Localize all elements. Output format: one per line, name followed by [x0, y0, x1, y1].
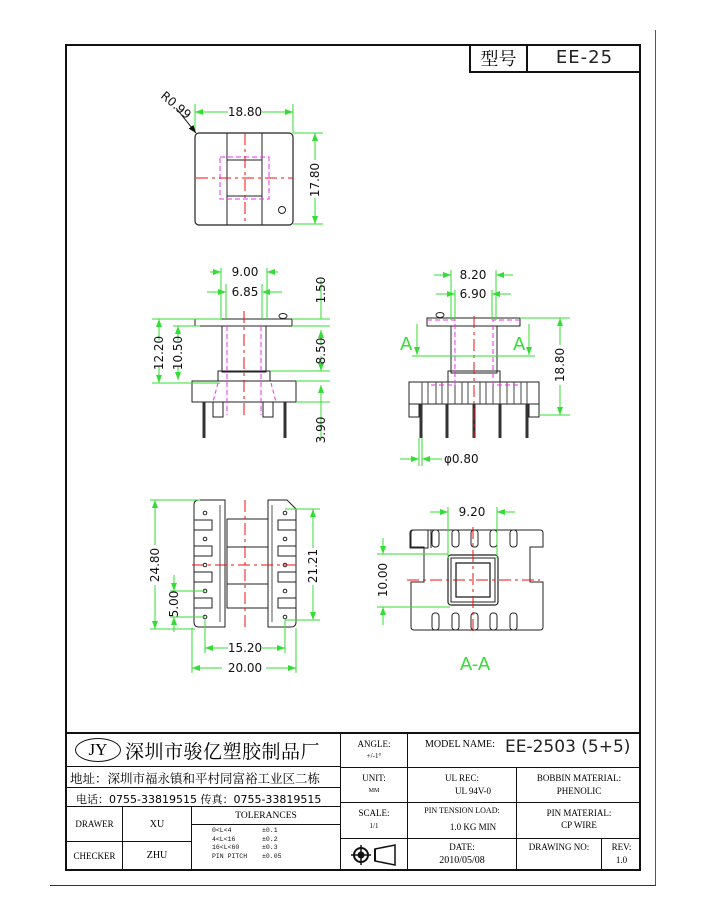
bobbin-material-value: PHENOLIC — [556, 786, 602, 796]
angle-value: +/-1° — [366, 752, 382, 760]
tol-range: PIN PITCH — [212, 852, 248, 860]
model-value: EE-25 — [555, 47, 614, 68]
top-view — [158, 89, 323, 225]
bottom-pin-pitch-dim: 5.00 — [167, 590, 181, 618]
company-address: 地址：深圳市福永镇和平村同富裕工业区二栋 — [70, 771, 321, 786]
bottom-view — [148, 500, 320, 675]
corner-radius-dim: R0.99 — [158, 88, 194, 122]
front-winding-space-dim: 8.50 — [314, 337, 328, 365]
top-height-dim: 17.80 — [308, 162, 322, 198]
side-view — [400, 268, 570, 466]
front-total-height-dim: 12.20 — [152, 335, 166, 371]
model-label: 型号 — [471, 44, 528, 71]
front-outer-width-dim: 9.00 — [231, 265, 259, 279]
model-name-value: EE-2503 (5+5) — [505, 737, 631, 757]
company-logo: JY — [75, 738, 121, 762]
ul-rec-label: UL REC: — [445, 773, 479, 783]
front-pin-length-dim: 3.90 — [314, 416, 328, 444]
section-height-dim: 10.00 — [376, 562, 390, 598]
section-label: A-A — [459, 654, 491, 675]
side-inner-width-dim: 6.90 — [459, 287, 487, 301]
pin-material-label: PIN MATERIAL: — [546, 808, 612, 818]
bottom-pin-span-dim: 21.21 — [306, 548, 320, 584]
front-winding-height-dim: 10.50 — [171, 335, 185, 371]
rev-value: 1.0 — [615, 855, 628, 865]
tol-range: 4<L<16 — [212, 835, 236, 843]
scale-value: 1/1 — [369, 822, 379, 830]
pin-material-value: CP WIRE — [561, 820, 597, 830]
checker-label: CHECKER — [73, 851, 116, 861]
tolerances-label: TOLERANCES — [235, 811, 297, 821]
pin-tension-label: PIN TENSION LOAD: — [424, 806, 500, 815]
tol-value: ±0.05 — [262, 852, 282, 860]
front-inner-width-dim: 6.85 — [231, 285, 259, 299]
tol-value: ±0.2 — [262, 835, 278, 843]
tol-range: 0<L<4 — [212, 827, 232, 834]
tol-value: ±0.1 — [262, 827, 278, 834]
section-view — [376, 505, 543, 675]
ul-rec-value: UL 94V-0 — [454, 786, 492, 796]
bottom-total-width-dim: 20.00 — [227, 661, 263, 675]
section-width-dim: 9.20 — [458, 505, 486, 519]
angle-label: ANGLE: — [357, 739, 391, 749]
model-name-label: MODEL NAME: — [425, 739, 495, 750]
company-name: 深圳市骏亿塑胶制品厂 — [125, 740, 321, 763]
date-label: DATE: — [449, 842, 475, 852]
side-height-dim: 18.80 — [553, 347, 567, 383]
section-marker-left: A — [400, 334, 413, 355]
tol-value: ±0.3 — [262, 844, 278, 851]
company-row — [67, 734, 340, 766]
projection-symbol-icon — [342, 840, 406, 870]
front-view — [152, 265, 330, 443]
unit-value: MM — [368, 788, 380, 794]
unit-label: UNIT: — [362, 773, 386, 783]
scale-label: SCALE: — [358, 808, 390, 818]
drawer-value: XU — [149, 819, 165, 830]
front-flange-dim: 1.50 — [314, 276, 328, 304]
tolerances-table — [212, 827, 282, 861]
tol-range: 16<L<60 — [212, 844, 240, 851]
bottom-row-spacing-dim: 15.20 — [227, 641, 263, 655]
side-outer-width-dim: 8.20 — [459, 268, 487, 282]
section-marker-right: A — [513, 334, 526, 355]
company-phone: 电话：0755-33819515 传真：0755-33819515 — [76, 793, 322, 806]
pin-tension-value: 1.0 KG MIN — [449, 822, 497, 832]
drawer-label: DRAWER — [75, 819, 114, 829]
top-width-dim: 18.80 — [227, 105, 263, 119]
rev-label: REV: — [611, 842, 632, 852]
date-value: 2010/05/08 — [439, 855, 485, 866]
checker-value: ZHU — [146, 850, 168, 861]
pin-diameter-dim: φ0.80 — [444, 452, 479, 466]
drawing-no-label: DRAWING NO: — [528, 842, 590, 852]
bobbin-material-label: BOBBIN MATERIAL: — [536, 773, 622, 783]
bottom-length-dim: 24.80 — [148, 547, 162, 583]
